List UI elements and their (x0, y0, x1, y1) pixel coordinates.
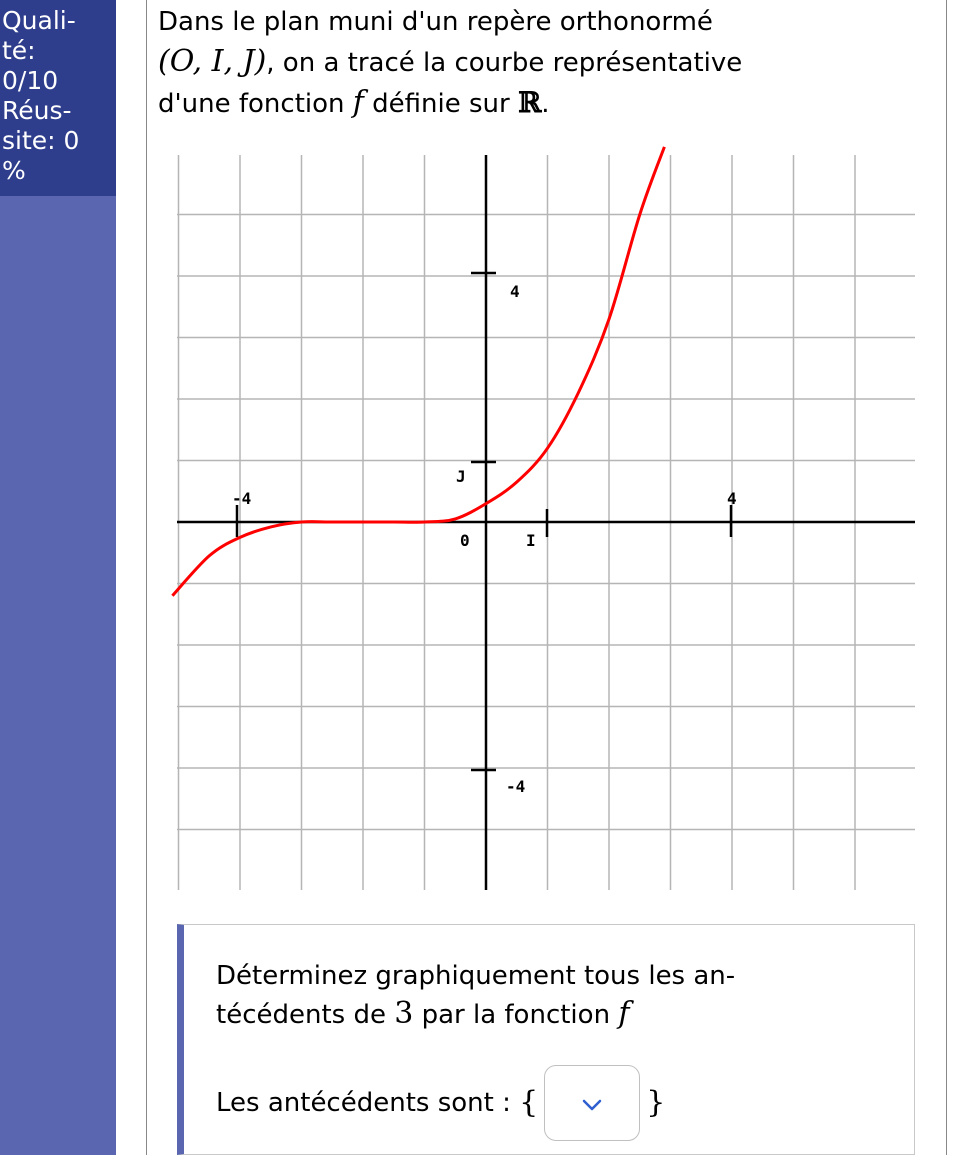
quality-label-cont: té: (2, 36, 36, 65)
statement-line-3-pre: d'une fonction (158, 89, 353, 119)
label-j: J (456, 467, 466, 486)
chevron-down-icon (582, 1084, 602, 1122)
label-x-pos: 4 (727, 489, 737, 508)
reals-symbol: ℝ (517, 86, 542, 119)
label-y-pos: 4 (510, 282, 520, 301)
question-function-name: f (618, 996, 630, 1031)
frame-notation: (O, I, J) (158, 44, 267, 79)
quality-value: 0/10 (2, 66, 59, 95)
question-box (177, 924, 915, 1155)
question-line-2-mid: par la fonction (413, 1000, 619, 1030)
question-text (216, 957, 896, 1034)
success-value: % (2, 156, 26, 185)
question-line-2 (216, 995, 896, 1034)
label-y-neg: -4 (506, 777, 526, 796)
brace-open: { (519, 1085, 539, 1120)
statement-line-3-end: . (541, 89, 550, 119)
label-x-neg: -4 (232, 489, 252, 508)
function-name: f (352, 85, 364, 120)
statement-line-2-text: , on a tracé la courbe représentative (266, 48, 743, 78)
answer-line (216, 1065, 665, 1141)
success-label-cont: site: 0 (2, 126, 80, 155)
question-line-2-pre: técédents de (216, 1000, 395, 1030)
answer-label: Les antécédents sont : (216, 1088, 520, 1118)
statement-line-1: Dans le plan muni d'un repère orthonormé (158, 7, 713, 37)
label-i: I (526, 531, 536, 550)
question-value: 3 (394, 996, 414, 1031)
success-label: Réus- (2, 96, 72, 125)
label-origin: 0 (460, 531, 470, 550)
statement-line-3-mid: définie sur (363, 89, 518, 119)
brace-close: } (646, 1085, 666, 1120)
question-line-1: Déterminez graphiquement tous les an- (216, 961, 736, 991)
quality-label: Quali- (2, 6, 76, 35)
answer-select[interactable] (544, 1065, 640, 1141)
